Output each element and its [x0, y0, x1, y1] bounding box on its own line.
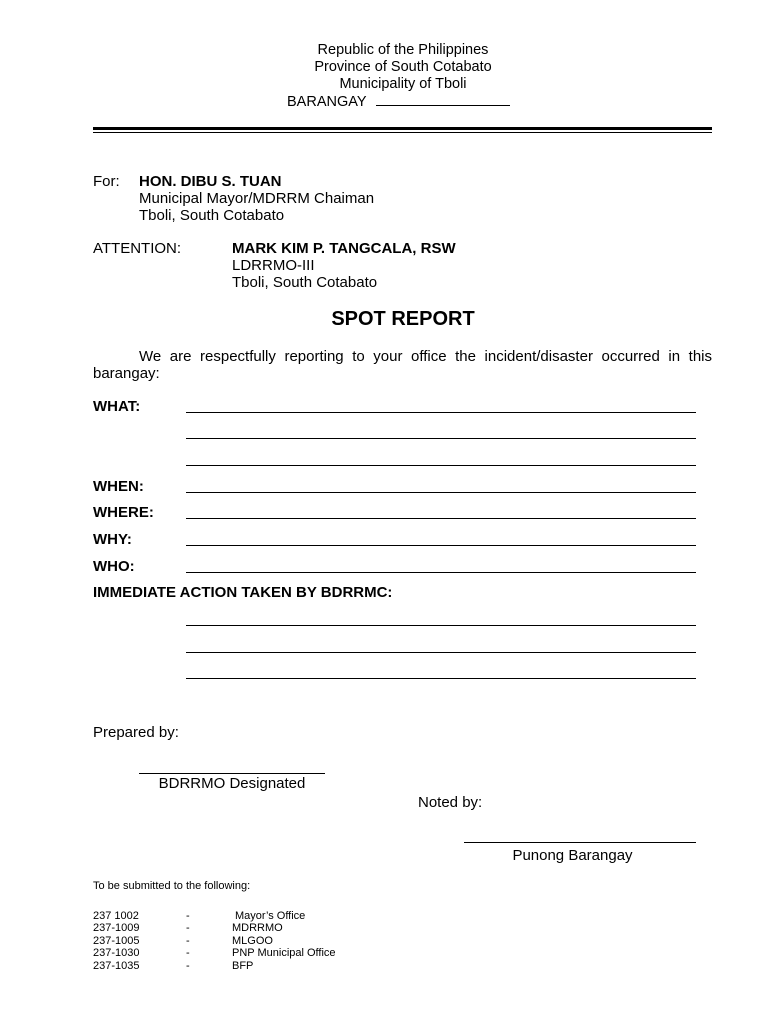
noted-title: Punong Barangay [512, 847, 633, 864]
submission-code: 237-1035 [93, 960, 140, 972]
who-blank-line[interactable] [186, 572, 696, 573]
submission-dash: - [186, 947, 190, 959]
header-municipality: Municipality of Tboli [339, 76, 467, 92]
submission-code: 237-1009 [93, 922, 140, 934]
what-blank-line-2[interactable] [186, 438, 696, 439]
attention-name: MARK KIM P. TANGCALA, RSW [232, 240, 456, 257]
prepared-by-label: Prepared by: [93, 724, 179, 741]
submission-dash: - [186, 910, 190, 922]
for-position: Municipal Mayor/MDRRM Chaiman [139, 190, 375, 207]
submission-code: 237-1030 [93, 947, 140, 959]
noted-by-label: Noted by: [418, 794, 483, 811]
intro-line-2: barangay: [93, 365, 160, 382]
submission-code: 237 1002 [93, 910, 139, 922]
what-blank-line-1[interactable] [186, 412, 696, 413]
intro-line-1: We are respectfully reporting to your office the incident/disaster occurred in this [139, 348, 712, 365]
submission-office: MLGOO [232, 935, 273, 947]
when-blank-line[interactable] [186, 492, 696, 493]
who-label: WHO: [93, 558, 135, 575]
page-title: SPOT REPORT [331, 308, 475, 330]
what-label: WHAT: [93, 398, 141, 415]
why-blank-line[interactable] [186, 545, 696, 546]
why-label: WHY: [93, 531, 132, 548]
barangay-label: BARANGAY [287, 94, 367, 110]
action-blank-line-1[interactable] [186, 625, 696, 626]
submission-office: MDRRMO [232, 922, 283, 934]
submission-dash: - [186, 922, 190, 934]
barangay-blank-line [376, 93, 510, 106]
for-name: HON. DIBU S. TUAN [139, 173, 282, 190]
for-address: Tboli, South Cotabato [139, 207, 285, 224]
submission-code: 237-1005 [93, 935, 140, 947]
header-separator [93, 127, 712, 130]
header-republic: Republic of the Philippines [317, 42, 489, 58]
what-blank-line-3[interactable] [186, 465, 696, 466]
submission-office: PNP Municipal Office [232, 947, 336, 959]
header-barangay [287, 93, 510, 110]
submission-heading: To be submitted to the following: [93, 880, 251, 892]
submission-office: Mayor’s Office [235, 910, 306, 922]
where-blank-line[interactable] [186, 518, 696, 519]
header-province: Province of South Cotabato [314, 59, 492, 75]
submission-dash: - [186, 960, 190, 972]
submission-office: BFP [232, 960, 254, 972]
where-label: WHERE: [93, 504, 154, 521]
submission-dash: - [186, 935, 190, 947]
noted-signature-line[interactable] [464, 842, 696, 843]
for-label: For: [93, 173, 120, 190]
action-blank-line-3[interactable] [186, 678, 696, 679]
action-label: IMMEDIATE ACTION TAKEN BY BDRRMC: [93, 584, 393, 601]
when-label: WHEN: [93, 478, 144, 495]
prepared-signature-line[interactable] [139, 773, 325, 774]
attention-position: LDRRMO-III [232, 257, 315, 274]
action-blank-line-2[interactable] [186, 652, 696, 653]
header-separator-thin [93, 132, 712, 133]
attention-label: ATTENTION: [93, 240, 182, 257]
attention-address: Tboli, South Cotabato [232, 274, 378, 291]
prepared-title: BDRRMO Designated [158, 775, 306, 792]
